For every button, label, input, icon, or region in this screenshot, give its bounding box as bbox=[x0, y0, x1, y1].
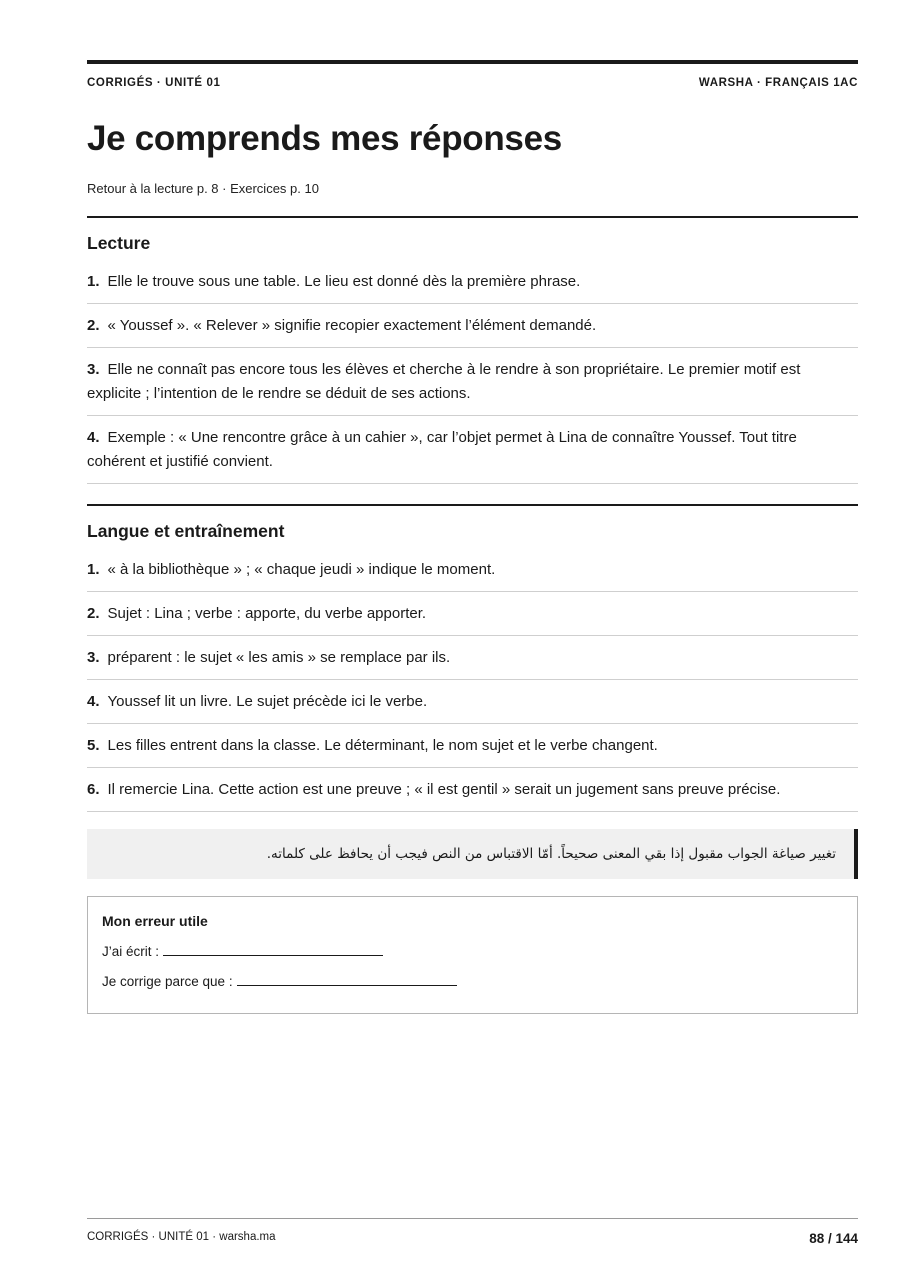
answer-number: 4. bbox=[87, 693, 100, 710]
written-blank[interactable] bbox=[163, 942, 383, 956]
answer-number: 2. bbox=[87, 317, 100, 334]
answer-number: 1. bbox=[87, 273, 100, 290]
section-langue bbox=[87, 504, 858, 812]
answer-text: « à la bibliothèque » ; « chaque jeudi » indique le moment. bbox=[107, 561, 496, 578]
answer-item bbox=[87, 426, 858, 484]
answer-number: 3. bbox=[87, 361, 100, 378]
running-header bbox=[87, 77, 858, 89]
answer-number: 5. bbox=[87, 737, 100, 754]
answer-text: Exemple : « Une rencontre grâce à un cahier », car l’objet permet à Lina de connaître Youssef. Tout titre cohérent et justifié convient. bbox=[87, 429, 797, 470]
answer-text: « Youssef ». « Relever » signifie recopier exactement l’élément demandé. bbox=[107, 317, 597, 334]
answer-number: 1. bbox=[87, 561, 100, 578]
answer-text: Il remercie Lina. Cette action est une preuve ; « il est gentil » serait un jugement sans preuve précise. bbox=[107, 781, 781, 798]
answer-number: 6. bbox=[87, 781, 100, 798]
correction-blank[interactable] bbox=[237, 972, 457, 986]
answer-item bbox=[87, 602, 858, 636]
answer-text: Sujet : Lina ; verbe : apporte, du verbe apporter. bbox=[107, 605, 427, 622]
answer-item bbox=[87, 358, 858, 416]
header-book-label: WARSHA · FRANÇAIS 1AC bbox=[698, 77, 858, 89]
page-title: Je comprends mes réponses bbox=[87, 119, 562, 158]
answer-number: 3. bbox=[87, 649, 100, 666]
answer-text: Elle ne connaît pas encore tous les élèves et cherche à le rendre à son propriétaire. Le premier motif est explicite ; l’intention de le rendre se déduit de ses actions. bbox=[87, 361, 801, 402]
written-label: J’ai écrit : bbox=[102, 944, 160, 959]
answer-text: Youssef lit un livre. Le sujet précède ici le verbe. bbox=[107, 693, 428, 710]
answer-item bbox=[87, 734, 858, 768]
answer-item bbox=[87, 778, 858, 812]
header-unit-label: CORRIGÉS · UNITÉ 01 bbox=[87, 77, 221, 89]
answer-item bbox=[87, 690, 858, 724]
section-lecture bbox=[87, 216, 858, 484]
page-footer bbox=[87, 1218, 858, 1246]
answer-item bbox=[87, 558, 858, 592]
section-heading: Lecture bbox=[87, 233, 151, 253]
answer-number: 2. bbox=[87, 605, 100, 622]
top-rule bbox=[87, 60, 858, 64]
arabic-note: تغيير صياغة الجواب مقبول إذا بقي المعنى صحيحاً. أمّا الاقتباس من النص فيجب أن يحافظ على كلماته. bbox=[87, 829, 858, 879]
answer-item bbox=[87, 646, 858, 680]
correction-label: Je corrige parce que : bbox=[102, 974, 233, 989]
answer-item bbox=[87, 270, 858, 304]
page-number: 88 / 144 bbox=[809, 1231, 858, 1246]
page-subtitle: Retour à la lecture p. 8 · Exercices p. 10 bbox=[87, 181, 319, 196]
error-box-title: Mon erreur utile bbox=[102, 913, 208, 929]
answer-text: Elle le trouve sous une table. Le lieu est donné dès la première phrase. bbox=[107, 273, 581, 290]
section-heading: Langue et entraînement bbox=[87, 521, 285, 541]
answer-item bbox=[87, 314, 858, 348]
written-line bbox=[102, 942, 843, 959]
answer-text: Les filles entrent dans la classe. Le déterminant, le nom sujet et le verbe changent. bbox=[107, 737, 658, 754]
answer-number: 4. bbox=[87, 429, 100, 446]
footer-label: CORRIGÉS · UNITÉ 01 · warsha.ma bbox=[87, 1231, 276, 1243]
answer-list bbox=[87, 558, 858, 812]
answer-list bbox=[87, 270, 858, 484]
correction-line bbox=[102, 972, 843, 989]
error-box bbox=[87, 896, 858, 1014]
answer-text: préparent : le sujet « les amis » se remplace par ils. bbox=[107, 649, 451, 666]
document-page bbox=[87, 60, 858, 1014]
